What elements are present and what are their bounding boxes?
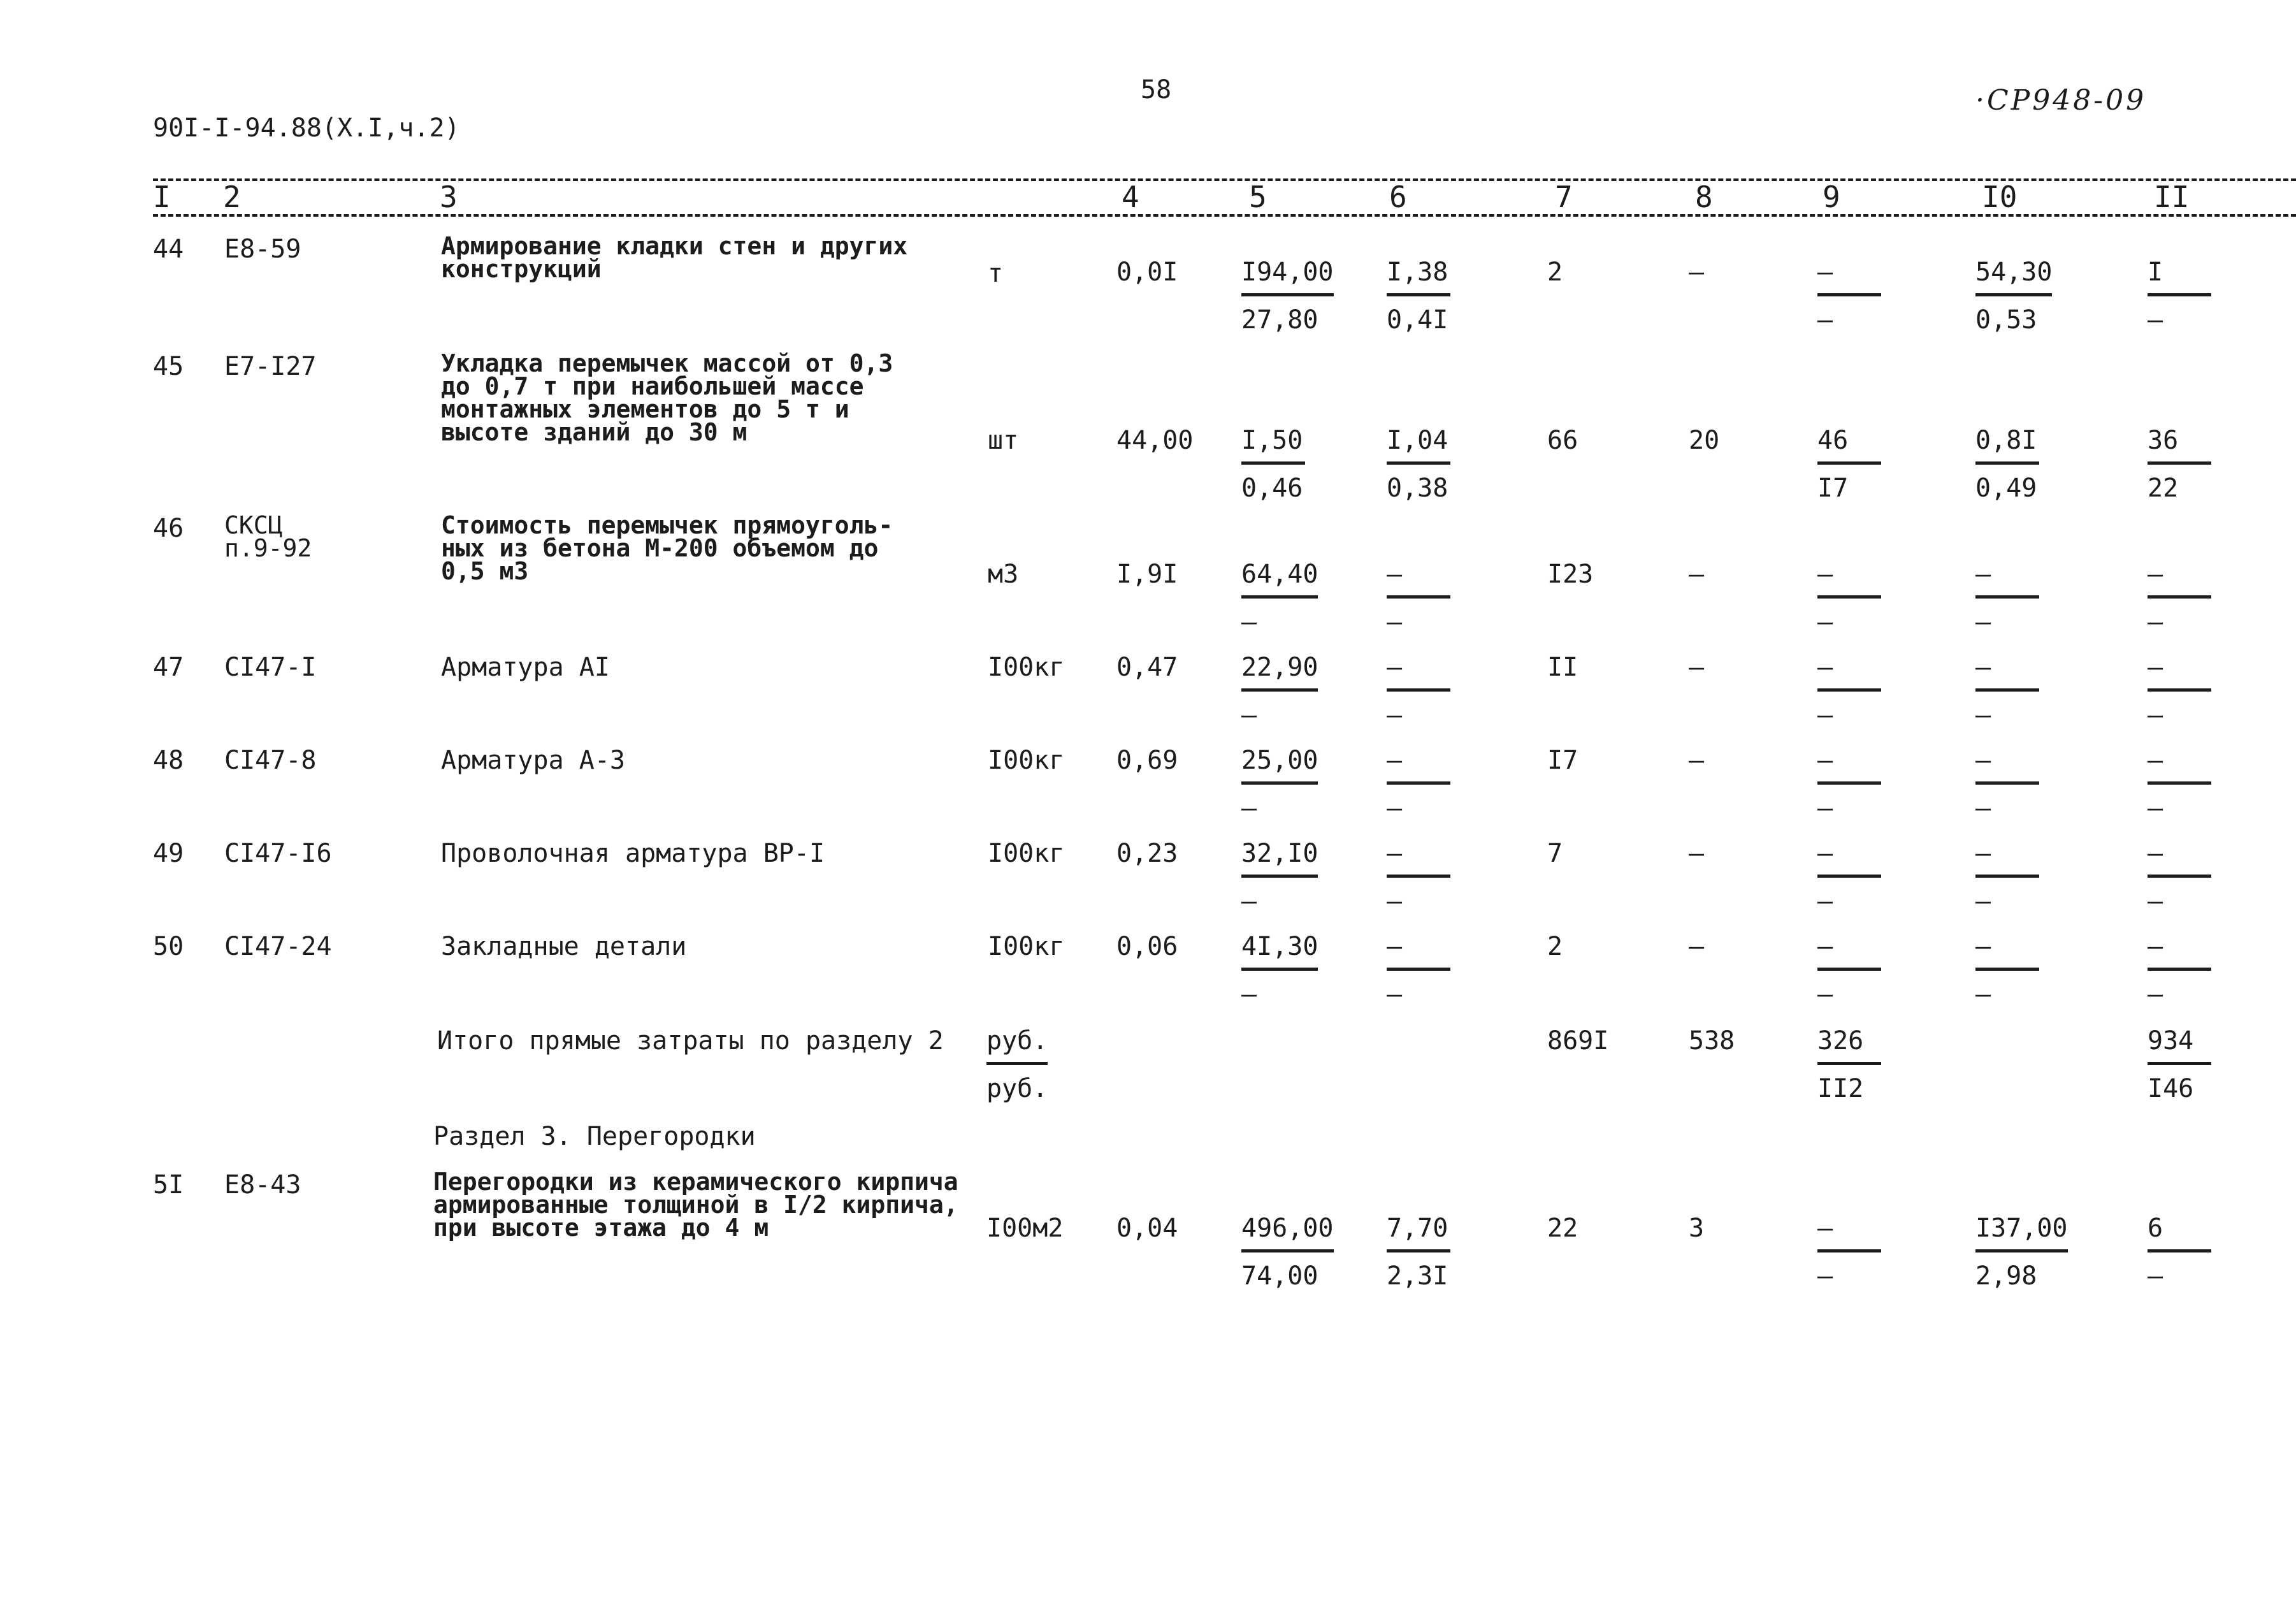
cell-col10: – – (1975, 746, 2039, 823)
cell-col8: 20 (1689, 426, 1720, 455)
cell-col6: – – (1387, 746, 1450, 823)
row-code: СI47-I6 (224, 839, 332, 868)
cell-col6: $\frac{7,70}{2,3I}$ (1387, 1214, 1450, 1291)
handwritten-stamp: ·СР948-09 (1975, 84, 2147, 117)
row-quantity: 0,0I (1116, 258, 1178, 287)
row-unit: I00кг (988, 839, 1065, 868)
row-code: СI47-24 (224, 932, 332, 961)
header-dashed-rule-top (153, 178, 2296, 181)
row-quantity: 0,06 (1116, 932, 1178, 961)
column-header-6: 6 (1389, 180, 1407, 214)
total-col8: 538 (1689, 1026, 1735, 1056)
cell-col7: I23 (1547, 560, 1594, 589)
cell-col10: – – (1975, 932, 2039, 1009)
row-number: 49 (153, 839, 184, 868)
row-description: Проволочная арматура ВР-I (441, 839, 825, 868)
cell-col5: 22,90 – (1241, 653, 1318, 730)
cell-col11: $\frac{36}{22}$ (2148, 426, 2211, 503)
column-header-1: I (153, 180, 171, 214)
cell-col7: 2 (1547, 932, 1563, 961)
row-code: СI47-I (224, 653, 317, 682)
row-number: 47 (153, 653, 184, 682)
cell-col8: – (1689, 839, 1705, 868)
cell-col6: – – (1387, 560, 1450, 637)
row-unit: м3 (988, 560, 1019, 589)
cell-col5: 32,I0 – (1241, 839, 1318, 916)
cell-col5: $\frac{I94,00}{27,80}$ (1241, 258, 1334, 335)
total-label: Итого прямые затраты по разделу 2 (437, 1026, 944, 1056)
row-code: Е8-59 (224, 235, 301, 264)
row-unit: I00кг (988, 653, 1065, 682)
cell-col7: 7 (1547, 839, 1563, 868)
cell-col6: – – (1387, 932, 1450, 1009)
header-dashed-rule-bottom (153, 214, 2296, 217)
row-description: Арматура АI (441, 653, 610, 682)
row-description: Армирование кладки стен и других конструкций (441, 232, 908, 283)
cell-col5: 64,40 – (1241, 560, 1318, 637)
column-header-4: 4 (1122, 180, 1139, 214)
cell-col9: – – (1817, 746, 1881, 823)
cell-col6: $\frac{I,04}{0,38}$ (1387, 426, 1450, 503)
row-quantity: 0,47 (1116, 653, 1178, 682)
cell-col8: – (1689, 258, 1705, 287)
column-header-11: II (2154, 180, 2190, 214)
cell-col11: – – (2148, 839, 2211, 916)
cell-col5: 4I,30 – (1241, 932, 1318, 1009)
cell-col9: – – (1817, 653, 1881, 730)
row-description: Укладка перемычек массой от 0,3 до 0,7 т при наибольшей массе монтажных элементов до 5 т и высоте зданий до 30 м (441, 349, 893, 446)
cell-col10: – – (1975, 653, 2039, 730)
cell-col5: $\frac{I,50}{0,46}$ (1241, 426, 1305, 503)
row-code: Е7-I27 (224, 352, 317, 381)
row-quantity: 0,04 (1116, 1214, 1178, 1243)
cell-col7: 2 (1547, 258, 1563, 287)
column-header-8: 8 (1695, 180, 1713, 214)
cell-col8: – (1689, 560, 1705, 589)
total-unit: руб. руб. (986, 1026, 1048, 1103)
cell-col7: 66 (1547, 426, 1578, 455)
row-quantity: I,9I (1116, 560, 1178, 589)
cell-col11: I – (2148, 258, 2211, 335)
column-header-10: I0 (1982, 180, 2018, 214)
cell-col9: $\frac{46}{I7}$ (1817, 426, 1881, 503)
row-unit: I00м2 (986, 1214, 1064, 1243)
cell-col11: – – (2148, 653, 2211, 730)
cell-col5: $\frac{496,00}{74,00}$ (1241, 1214, 1334, 1291)
cell-col11: – – (2148, 746, 2211, 823)
row-number: 5I (153, 1170, 184, 1200)
row-description: Стоимость перемычек прямоуголь- ных из бетона М-200 объемом до 0,5 м3 (441, 511, 893, 585)
cell-col10: $\frac{0,8I}{0,49}$ (1975, 426, 2039, 503)
cell-col8: 3 (1689, 1214, 1705, 1243)
cell-col9: – – (1817, 839, 1881, 916)
cell-col11: 6 – (2148, 1214, 2211, 1291)
row-code: СКСЦ п.9-92 (224, 511, 312, 562)
cell-col8: – (1689, 932, 1705, 961)
cell-col5: 25,00 – (1241, 746, 1318, 823)
cell-col7: II (1547, 653, 1578, 682)
row-unit: шт (988, 426, 1019, 455)
row-unit: т (988, 259, 1004, 288)
column-header-2: 2 (223, 180, 241, 214)
cell-col10: $\frac{I37,00}{2,98}$ (1975, 1214, 2068, 1291)
cell-col9: – – (1817, 1214, 1881, 1291)
cell-col7: 22 (1547, 1214, 1578, 1243)
cell-col6: $\frac{I,38}{0,4I}$ (1387, 258, 1450, 335)
row-code: Е8-43 (224, 1170, 301, 1200)
row-description: Перегородки из керамического кирпича армированные толщиной в I/2 кирпича, при высоте этажа до 4 м (433, 1168, 958, 1242)
row-number: 46 (153, 514, 184, 543)
row-quantity: 0,23 (1116, 839, 1178, 868)
page-number: 58 (1141, 75, 1172, 105)
cell-col10: – – (1975, 560, 2039, 637)
total-col9: $\frac{326}{II2}$ (1817, 1026, 1881, 1103)
cell-col10: – – (1975, 839, 2039, 916)
row-unit: I00кг (988, 932, 1065, 961)
total-col7: 869I (1547, 1026, 1609, 1056)
row-number: 48 (153, 746, 184, 775)
cell-col8: – (1689, 746, 1705, 775)
row-description: Закладные детали (441, 932, 687, 961)
column-header-5: 5 (1249, 180, 1267, 214)
cell-col11: – – (2148, 560, 2211, 637)
column-header-9: 9 (1823, 180, 1840, 214)
cell-col9: – – (1817, 258, 1881, 335)
column-header-3: 3 (440, 180, 458, 214)
column-header-7: 7 (1555, 180, 1573, 214)
cell-col9: – – (1817, 560, 1881, 637)
cell-col6: – – (1387, 839, 1450, 916)
cell-col10: $\frac{54,30}{0,53}$ (1975, 258, 2053, 335)
row-number: 44 (153, 235, 184, 264)
row-quantity: 0,69 (1116, 746, 1178, 775)
document-code: 90I-I-94.88(X.I,ч.2) (153, 113, 460, 143)
row-code: СI47-8 (224, 746, 317, 775)
cell-col8: – (1689, 653, 1705, 682)
row-number: 50 (153, 932, 184, 961)
row-quantity: 44,00 (1116, 426, 1194, 455)
cell-col6: – – (1387, 653, 1450, 730)
section-title: Раздел 3. Перегородки (433, 1122, 756, 1151)
row-description: Арматура А-3 (441, 746, 625, 775)
cell-col11: – – (2148, 932, 2211, 1009)
row-number: 45 (153, 352, 184, 381)
total-col11: $\frac{934}{I46}$ (2148, 1026, 2211, 1103)
row-unit: I00кг (988, 746, 1065, 775)
cell-col7: I7 (1547, 746, 1578, 775)
cell-col9: – – (1817, 932, 1881, 1009)
